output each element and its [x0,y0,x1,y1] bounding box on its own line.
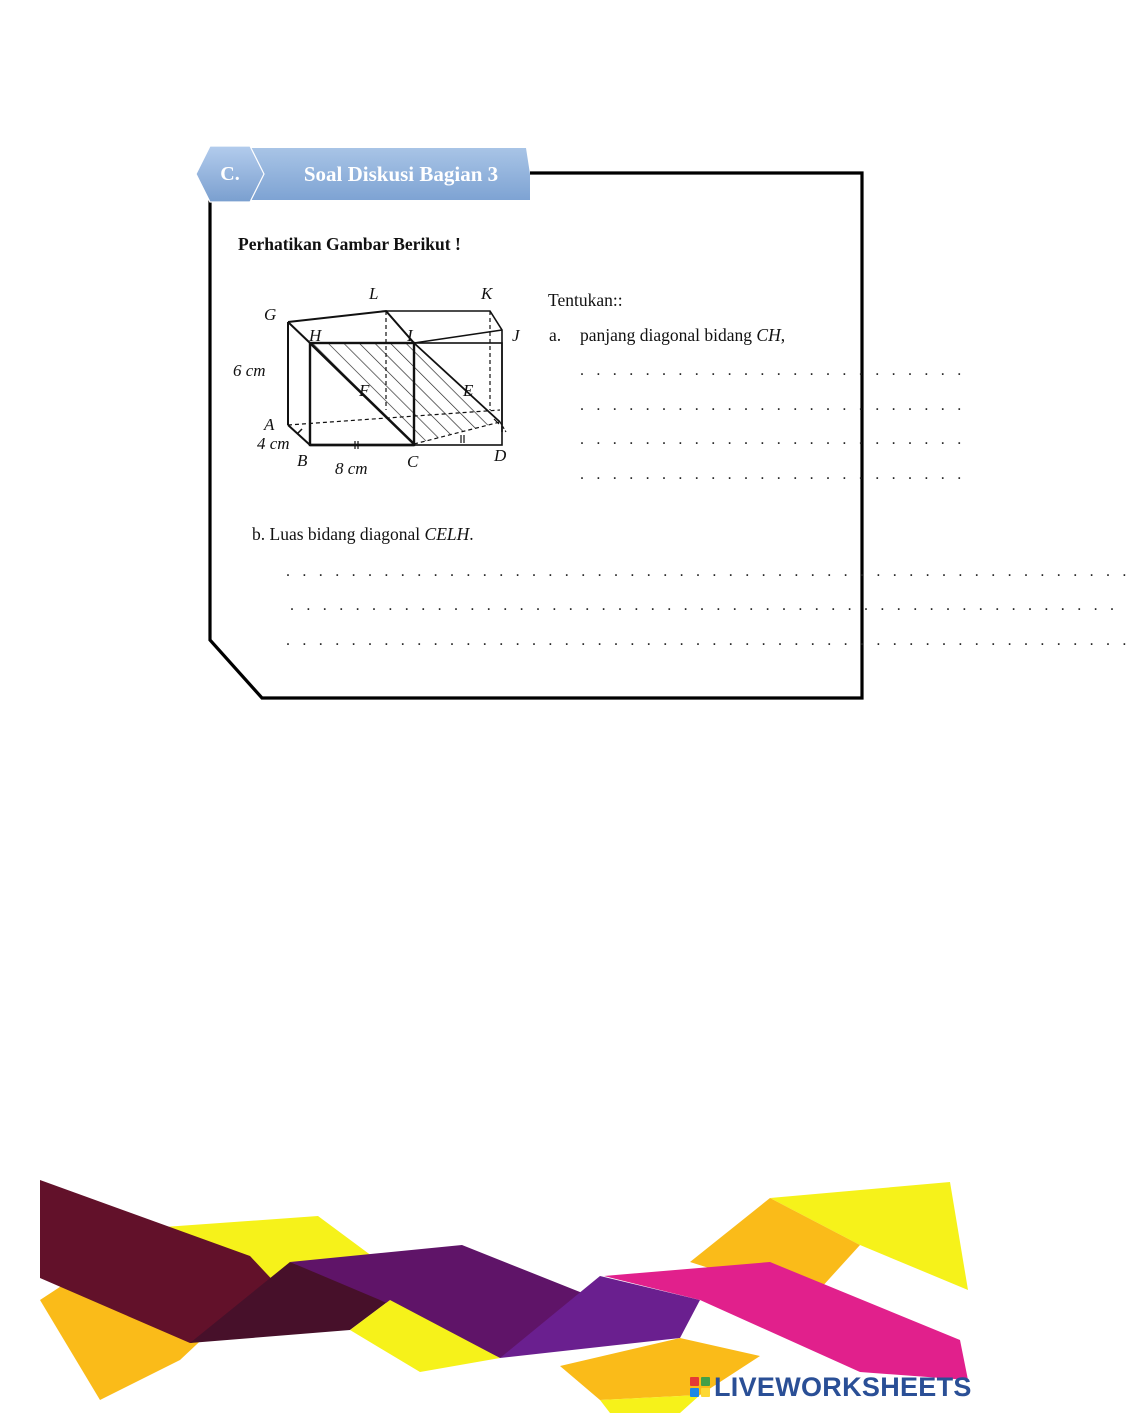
answer-a-line-4[interactable]: . . . . . . . . . . . . . . . . . . . . . . . . [580,466,966,483]
figure-label-i: I [407,326,413,345]
question-b-italic: CELH [424,524,470,544]
question-b-prefix: b. Luas bidang diagonal [252,524,425,544]
figure-label-height: 6 cm [233,361,266,380]
answer-b-line-3[interactable]: . . . . . . . . . . . . . . . . . . . . . . . . . . . . . . . . . . . . . . . . . . . . . . . . . . . . [286,632,1131,649]
figure-label-e: E [463,381,474,400]
tentukan-label: Tentukan:: [548,290,623,310]
question-a-text [580,325,785,346]
figure-label-b: B [297,451,308,470]
figure-label-c: C [407,452,419,471]
liveworksheets-logo-icon [690,1377,710,1397]
answer-a-line-2[interactable]: . . . . . . . . . . . . . . . . . . . . . . . . [580,397,966,414]
question-a-italic: CH [756,325,781,345]
answer-b-line-1[interactable]: . . . . . . . . . . . . . . . . . . . . . . . . . . . . . . . . . . . . . . . . . . . . . . . . . . . . [286,563,1131,580]
question-a-suffix: , [780,325,786,345]
figure-label-length: 8 cm [335,459,368,478]
figure-label-k: K [481,284,493,303]
figure-label-g: G [264,305,277,324]
liveworksheets-brand [690,1370,972,1404]
question-a-marker: a. [549,325,562,345]
question-a-prefix: panjang diagonal bidang [580,325,757,345]
question-b-text [252,524,474,545]
figure-label-j: J [512,326,520,345]
section-letter: C. [220,162,240,185]
answer-a-line-1[interactable]: . . . . . . . . . . . . . . . . . . . . . . . . [580,362,966,379]
section-title: Soal Diskusi Bagian 3 [303,161,499,186]
figure-label-h: H [309,326,322,345]
answer-a-line-3[interactable]: . . . . . . . . . . . . . . . . . . . . . . . . [580,431,966,448]
figure-label-a: A [264,415,275,434]
figure-label-l: L [369,284,379,303]
liveworksheets-wordmark: LIVEWORKSHEETS [714,1371,972,1402]
instruction-heading: Perhatikan Gambar Berikut ! [238,234,461,254]
question-b-suffix: . [469,524,474,544]
figure-label-d: D [494,446,507,465]
figure-label-width: 4 cm [257,434,290,453]
answer-b-line-2[interactable]: . . . . . . . . . . . . . . . . . . . . . . . . . . . . . . . . . . . . . . . . . . . . . . . . . . . [290,597,1119,614]
figure-label-f: F [359,381,370,400]
